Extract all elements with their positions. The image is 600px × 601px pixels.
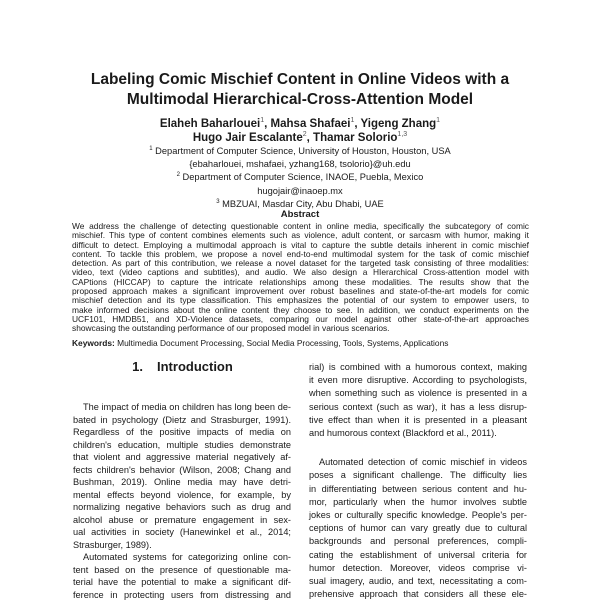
text-line: sual imagery, audio, and text, necessitating a com- — [309, 575, 527, 588]
affiliation-text: Department of Computer Science, University of Houston, Houston, USA — [153, 146, 451, 156]
text-line: prehensive approach that considers all these ele- — [309, 588, 527, 601]
author-affiliation-mark: 1,3 — [397, 131, 407, 138]
author-name: Hugo Jair Escalante — [193, 132, 303, 144]
text-line: tive effect than when it is presented in a pleasant — [309, 414, 527, 427]
text-line: ual activities in society (Hanewinkel et al., 2014; — [73, 526, 291, 539]
author-name: , Thamar Solorio — [307, 132, 398, 144]
abstract-line: detection. As part of this contribution, we release a novel dataset for the targeted task consisting of three modalities: — [72, 259, 529, 268]
right-column — [309, 361, 527, 601]
affiliation-text: Department of Computer Science, INAOE, Puebla, Mexico — [180, 172, 423, 182]
title-line: Multimodal Hierarchical-Cross-Attention Model — [0, 90, 600, 110]
paragraph — [73, 401, 291, 551]
abstract-body — [72, 222, 529, 334]
text-line: poses a significant challenge. The difficulty lies — [309, 469, 527, 482]
text-line: Strasburger, 1989). — [73, 539, 291, 552]
text-line: in differentiating between serious content and hu- — [309, 483, 527, 496]
abstract-line: difficult to detect. Employing a multimodal approach is vital to capture the subtle details inherent in comic mischief — [72, 241, 529, 250]
author-name: Elaheh Baharlouei — [160, 118, 260, 130]
paragraph-gap — [309, 440, 527, 456]
abstract-line: video, text (video captions and subtitles), and audio. We also design a HIerarchical Cross-attention model with — [72, 268, 529, 277]
text-line: mental effects beyond violence, for example, by — [73, 489, 291, 502]
text-line: bated in psychology (Dietz and Strasburger, 1991). — [73, 414, 291, 427]
author-list — [0, 117, 600, 145]
section-title: Introduction — [157, 359, 233, 374]
text-line: and humorous context (Blackford et al., 2011). — [309, 427, 527, 440]
left-column — [73, 401, 291, 601]
text-line: that violent and aggressive material negatively af- — [73, 451, 291, 464]
author-affiliation-mark: 2 — [303, 131, 307, 138]
text-line: Regardless of the positive impacts of media on — [73, 426, 291, 439]
text-line: fects children's behavior (Wilson, 2008; Chang and — [73, 464, 291, 477]
author-line — [0, 117, 600, 131]
abstract-line: make informed decisions about the online content they choose to see. In addition, we conduct experiments on the — [72, 306, 529, 315]
author-line — [0, 131, 600, 145]
affiliation-line — [0, 158, 600, 171]
text-line: alcohol abuse or premature engagement in sex- — [73, 514, 291, 527]
text-line: ceptions of humor can vary greatly due to cultural — [309, 522, 527, 535]
abstract-line: showcasing the outstanding performance of our proposed model in various scenarios. — [72, 324, 529, 333]
abstract-line: mischief detection and its type classification. This emphasizes the potential of our system to empower users, to — [72, 296, 529, 305]
title-line: Labeling Comic Mischief Content in Online Videos with a — [0, 70, 600, 90]
affiliation-mark: 3 — [216, 199, 219, 205]
abstract-line: UCF101, HMDB51, and XD-Violence datasets, comparing our model against other state-of-the-art approaches — [72, 315, 529, 324]
text-line: The impact of media on children has long been de- — [73, 401, 291, 414]
text-line: it even more disruptive. According to psychologists, — [309, 374, 527, 387]
abstract-line: CAPtions (HICCAP) to capture the intricate relationships among these modalities. The results show that the — [72, 278, 529, 287]
abstract-line: proposed approach makes a significant improvement over robust baselines and state-of-the-art models for comic — [72, 287, 529, 296]
text-line: mor, particularly when the humor involves subtle — [309, 496, 527, 509]
author-affiliation-mark: 1 — [260, 117, 264, 124]
text-line: tent based on the presence of questionable ma- — [73, 564, 291, 577]
text-line: normalizing negative behaviors such as drug and — [73, 501, 291, 514]
text-line: serious context (such as war), it has a less disrup- — [309, 401, 527, 414]
affiliation-line — [0, 145, 600, 158]
paragraph — [309, 456, 527, 601]
affiliation-text: MBZUAI, Masdar City, Abu Dhabi, UAE — [220, 199, 384, 209]
text-line: Bushman, 2019). Online media may have detri- — [73, 476, 291, 489]
paper-title — [0, 70, 600, 110]
text-line: Automated detection of comic mischief in videos — [309, 456, 527, 469]
keywords — [72, 338, 448, 348]
author-affiliation-mark: 1 — [350, 117, 354, 124]
text-line: children's education, multiple studies demonstrate — [73, 439, 291, 452]
abstract-line: content. To tackle this problem, we propose a novel end-to-end multimodal system for the task of comic mischief — [72, 250, 529, 259]
text-line: jokes or culturally specific knowledge. People's per- — [309, 509, 527, 522]
keywords-label: Keywords: — [72, 338, 115, 348]
abstract-heading: Abstract — [0, 209, 600, 220]
section-number: 1. — [132, 359, 143, 374]
author-affiliation-mark: 1 — [436, 117, 440, 124]
author-name: , Mahsa Shafaei — [264, 118, 350, 130]
abstract-line: We address the challenge of detecting questionable content in online media, specifically the subcategory of comic — [72, 222, 529, 231]
text-line: backgrounds and personal preferences, compli- — [309, 535, 527, 548]
paragraph — [309, 361, 527, 440]
abstract-line: mischief. This type of content combines elements such as violence, adult content, or sarcasm with humor, making it — [72, 231, 529, 240]
author-name: , Yigeng Zhang — [354, 118, 436, 130]
affiliation-mark: 1 — [149, 146, 152, 152]
affiliation-text: hugojair@inaoep.mx — [257, 186, 342, 196]
text-line: humor detection. Moreover, videos comprise vi- — [309, 562, 527, 575]
affiliations — [0, 145, 600, 211]
text-line: Automated systems for categorizing online con- — [73, 551, 291, 564]
keywords-text: Multimedia Document Processing, Social Media Processing, Tools, Systems, Applications — [115, 338, 449, 348]
text-line: cating the establishment of universal criteria for — [309, 549, 527, 562]
section-heading — [75, 359, 290, 374]
paragraph — [73, 551, 291, 601]
affiliation-line — [0, 185, 600, 198]
affiliation-line — [0, 171, 600, 184]
text-line: terial have the potential to make a significant dif- — [73, 576, 291, 589]
text-line: ference in protecting users from distressing and — [73, 589, 291, 601]
text-line: rial) is combined with a humorous context, making — [309, 361, 527, 374]
text-line: when something such as violence is presented in a — [309, 387, 527, 400]
affiliation-text: {ebaharlouei, mshafaei, yzhang168, tsolorio}@uh.edu — [189, 159, 410, 169]
affiliation-mark: 2 — [177, 172, 180, 178]
